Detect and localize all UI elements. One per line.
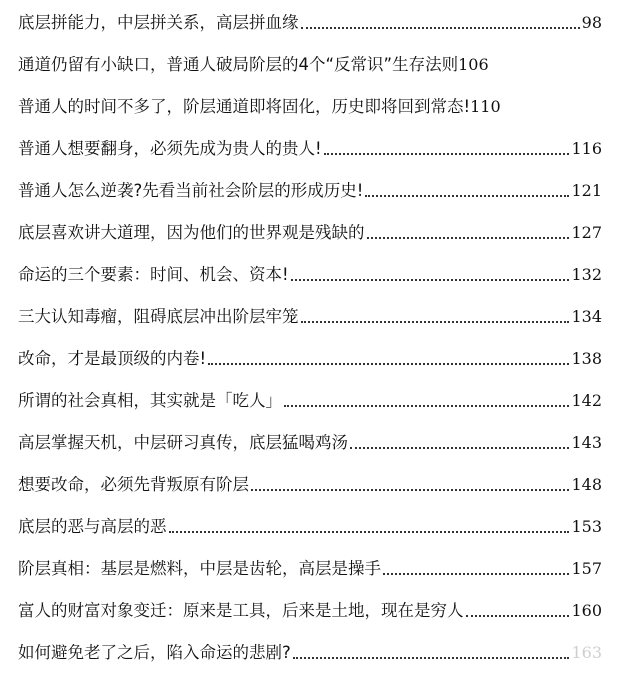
toc-entry-title: 命运的三个要素：时间、机会、资本! [18, 265, 289, 284]
toc-entry [18, 550, 602, 580]
toc-entry-title: 如何避免老了之后，陷入命运的悲剧? [18, 643, 291, 662]
toc-entry-title: 普通人的时间不多了，阶层通道即将固化，历史即将回到常态! [18, 97, 471, 116]
toc-entry-page: 153 [571, 517, 602, 536]
dot-leader [365, 195, 569, 197]
toc-entry-page: 127 [571, 223, 602, 242]
toc-entry-page: 116 [571, 139, 602, 158]
dot-leader [251, 489, 569, 491]
dot-leader [291, 279, 570, 281]
toc-entry [18, 340, 602, 370]
toc-entry [18, 466, 602, 496]
dot-leader [169, 531, 570, 533]
toc-entry-page: 98 [581, 13, 602, 32]
toc-entry-title: 普通人想要翻身，必须先成为贵人的贵人! [18, 139, 322, 158]
toc-entry-title: 阶层真相：基层是燃料，中层是齿轮，高层是操手 [18, 559, 381, 578]
dot-leader [383, 573, 569, 575]
dot-leader [367, 237, 570, 239]
toc-entry-page: 142 [571, 391, 602, 410]
toc-entry-page: 110 [470, 97, 501, 116]
dot-leader [301, 27, 580, 29]
toc-entry-title: 高层掌握天机，中层研习真传，底层猛喝鸡汤 [18, 433, 348, 452]
toc-entry [18, 382, 602, 412]
toc-entry [18, 424, 602, 454]
toc-entry-title: 普通人怎么逆袭?先看当前社会阶层的形成历史! [18, 181, 364, 200]
toc-entry-title: 富人的财富对象变迁：原来是工具，后来是土地，现在是穷人 [18, 601, 464, 620]
toc-entry [18, 172, 602, 202]
toc-entry-title: 三大认知毒瘤，阻碍底层冲出阶层牢笼 [18, 307, 299, 326]
toc-entry-page: 157 [571, 559, 602, 578]
dot-leader [284, 405, 569, 407]
toc-entry [18, 88, 602, 118]
toc-entry-title: 改命，才是最顶级的内卷! [18, 349, 207, 368]
toc-entry [18, 508, 602, 538]
toc-entry [18, 256, 602, 286]
toc-entry-page: 160 [571, 601, 602, 620]
toc-entry-page: 148 [571, 475, 602, 494]
dot-leader [350, 447, 569, 449]
toc-entry [18, 634, 602, 664]
toc-entry [18, 298, 602, 328]
toc-entry-page: 106 [458, 55, 489, 74]
dot-leader [324, 153, 570, 155]
toc-entry [18, 592, 602, 622]
toc-entry-title: 底层拼能力，中层拼关系，高层拼血缘 [18, 13, 299, 32]
toc-entry [18, 4, 602, 34]
toc-entry-title: 底层的恶与高层的恶 [18, 517, 167, 536]
toc-entry [18, 130, 602, 160]
toc-entry [18, 214, 602, 244]
toc-entry-title: 想要改命，必须先背叛原有阶层 [18, 475, 249, 494]
toc-entry-title: 底层喜欢讲大道理，因为他们的世界观是残缺的 [18, 223, 365, 242]
toc-entry-page: 134 [571, 307, 602, 326]
dot-leader [301, 321, 570, 323]
toc-entry-page: 121 [571, 181, 602, 200]
toc-entry-page: 132 [571, 265, 602, 284]
toc-entry-page: 163 [571, 643, 602, 662]
toc-entry-page: 143 [571, 433, 602, 452]
dot-leader [466, 615, 570, 617]
toc-entry-title: 所谓的社会真相，其实就是「吃人」 [18, 391, 282, 410]
dot-leader [293, 657, 570, 659]
toc-entry-title: 通道仍留有小缺口，普通人破局阶层的4个“反常识”生存法则 [18, 55, 459, 74]
toc-entry-page: 138 [571, 349, 602, 368]
toc-entry [18, 46, 602, 76]
dot-leader [208, 363, 569, 365]
